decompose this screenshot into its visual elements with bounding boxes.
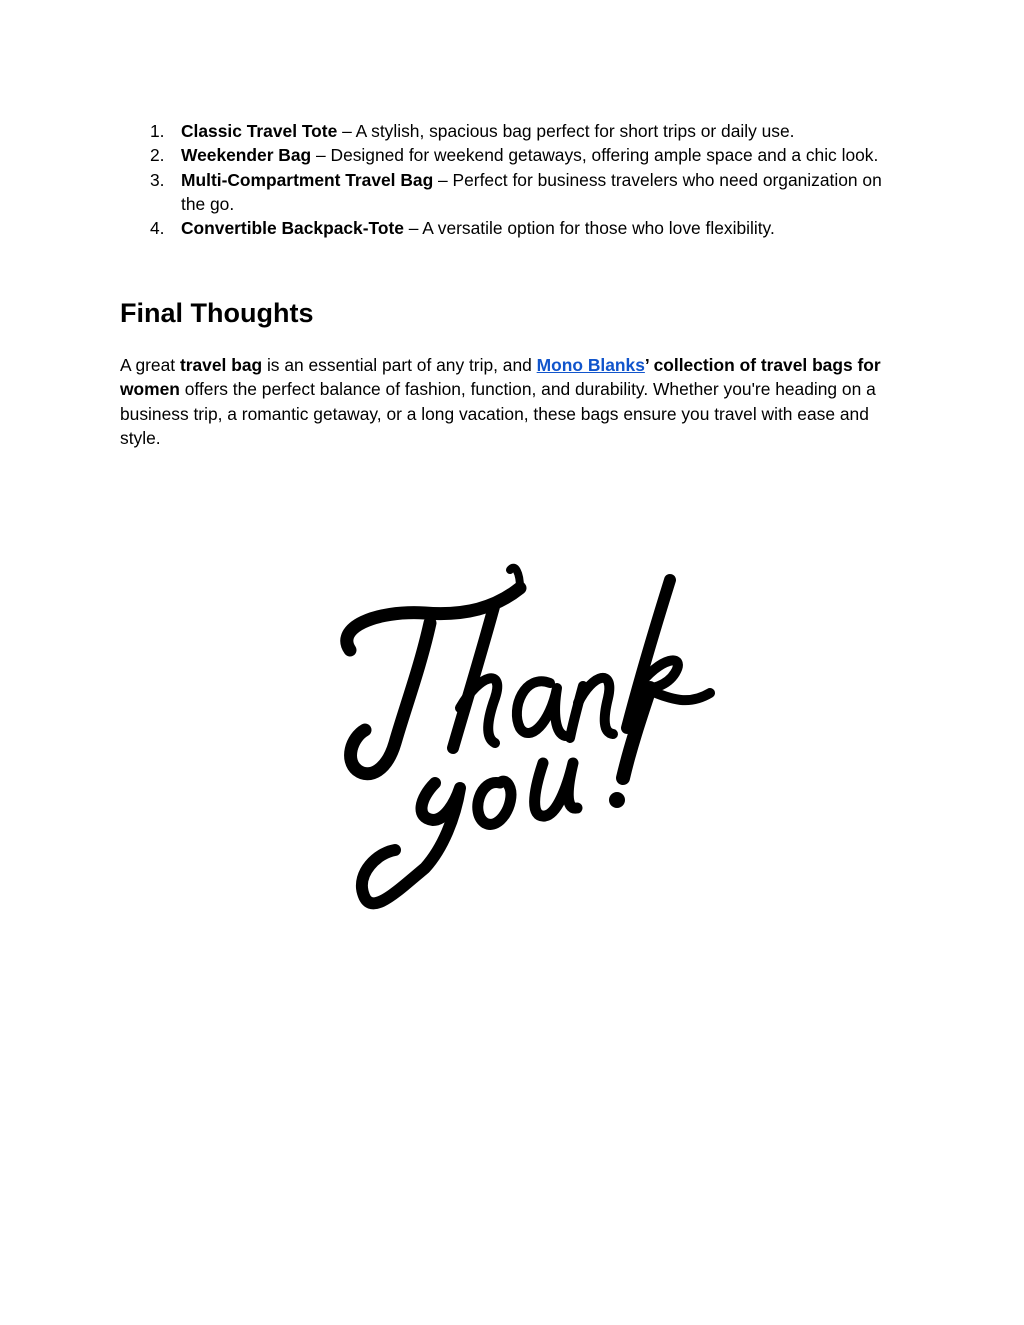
paragraph-bold: ’ collection of travel bags for women (120, 355, 881, 400)
paragraph-text: is an essential part of any trip, and (262, 355, 537, 375)
lettering-stroke (517, 681, 565, 736)
paragraph-text: offers the perfect balance of fashion, function, and durability. Whether you're heading on a business trip, a romantic getaway, or a long vacation, these bags ensure you travel with ease and style. (120, 379, 876, 448)
lettering-stroke (478, 781, 511, 824)
list-number: 4. (150, 218, 165, 239)
list-number: 3. (150, 169, 165, 190)
list-item-description: – A versatile option for those who love flexibility. (403, 218, 775, 239)
bag-list (120, 119, 910, 240)
list-item (120, 168, 910, 217)
thank-you-lettering-image (315, 548, 725, 943)
paragraph-text: A great (120, 355, 180, 375)
list-item-title: Classic Travel Tote (181, 121, 338, 141)
list-item-title: Multi-Compartment Travel Bag (181, 169, 434, 190)
lettering-stroke (578, 678, 613, 734)
list-item (120, 216, 910, 240)
paragraph-bold: travel bag (179, 355, 263, 375)
list-number: 1. (150, 121, 165, 141)
list-number: 2. (150, 145, 165, 166)
lettering-stroke (362, 783, 460, 903)
section-heading: Final Thoughts (120, 298, 314, 328)
lettering-stroke (609, 792, 625, 808)
section-paragraph (120, 353, 910, 450)
list-item-title: Convertible Backpack-Tote (181, 218, 404, 239)
lettering-stroke (535, 763, 577, 816)
list-item (120, 119, 910, 143)
mono-blanks-link[interactable]: Mono Blanks (536, 355, 645, 375)
list-item-description: – Designed for weekend getaways, offering ample space and a chic look. (311, 145, 879, 166)
list-item-description: – Perfect for business travelers who need organization on the go. (181, 169, 882, 214)
list-item (120, 143, 910, 167)
list-item-title: Weekender Bag (181, 145, 312, 166)
lettering-stroke (351, 623, 430, 774)
list-item-description: – A stylish, spacious bag perfect for short trips or daily use. (337, 121, 795, 141)
